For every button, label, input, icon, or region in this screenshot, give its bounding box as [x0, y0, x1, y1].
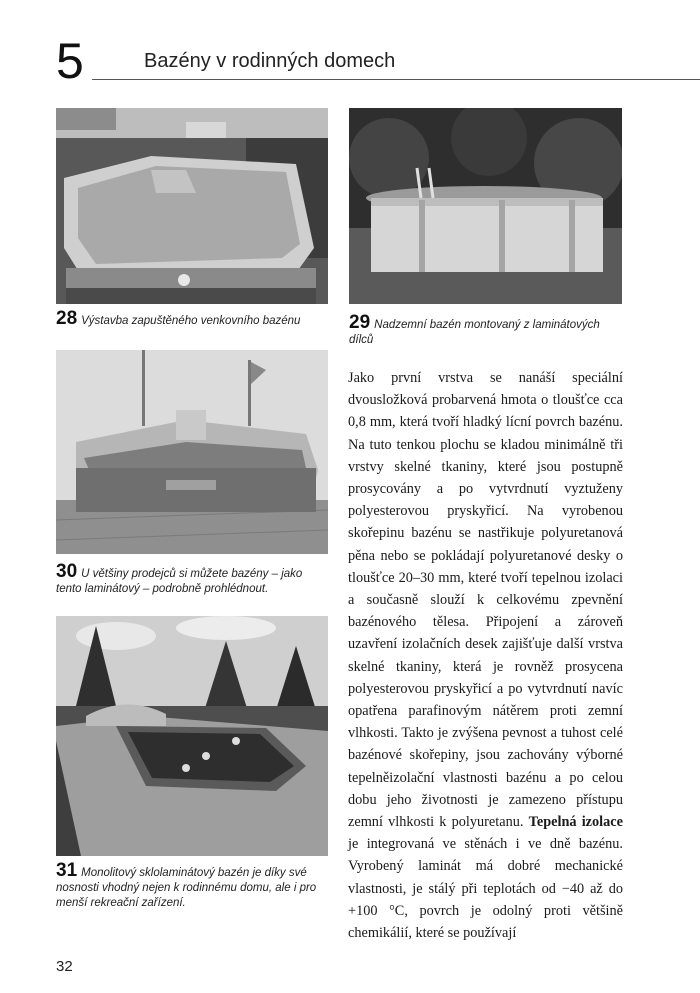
body-bold-term: Tepelná izolace [528, 814, 623, 831]
figure-30-caption [56, 561, 331, 597]
body-text [348, 367, 623, 944]
photo-29-above-ground-pool [349, 108, 622, 304]
figure-29-number: 29 [349, 312, 371, 333]
body-paragraph-2: je integrovaná ve stěnách i ve dně bazénu. Vyrobený laminát má dobré mechanické vlastnosti, je stálý při teplotách od −40 až do +100 °C, povrch je odolný proti většině chemikálií, které se používají [348, 836, 623, 942]
header-rule [92, 79, 700, 80]
figure-31-caption [56, 860, 331, 911]
photo-30-pool-shell-display [56, 350, 328, 554]
chapter-number: 5 [56, 33, 84, 89]
body-paragraph-1: Jako první vrstva se nanáší speciální dvousložková probarvená hmota o tloušťce cca 0,8 mm, která tvoří hladký lícní povrch bazénu. Na tuto tenkou plochu se kladou minimálně tři vrstvy skelné tkaniny, které jsou postupně prosycovány a po vytvrdnutí vyztuženy polyesterovou pryskyřicí. Na vyrobenou skořepinu bazénu se nastřikuje polyuretanová pěna nebo se pokládají polyuretanové desky o tloušťce 20–30 mm, které tvoří tepelnou izolaci a současně slouží k celkovému zpevnění bazénového tělesa. Připojení a zároveň uzavření izolačních desek zajišťuje další vrstva skelné tkaniny, která je rovněž prosycena polyesterovou pryskyřicí a po vytvrdnutí navíc opatřena parafinovým nátěrem proti zemní vlhkosti. Takto je zvýšena pevnost a tuhost celé bazénové skořepiny, jsou zachovány výborné tepelněizolační vlastnosti bazénu a po celou dobu jeho životnosti je zamezeno přístupu zemní vlhkosti k polyuretanu. [348, 370, 623, 831]
chapter-title: Bazény v rodinných domech [144, 50, 396, 72]
photo-31-monolithic-pool [56, 616, 328, 856]
figure-28-text: Výstavba zapuštěného venkovního bazénu [81, 315, 301, 327]
photo-28-pool-construction [56, 108, 328, 304]
figure-30-text: U většiny prodejců si můžete bazény – jako tento laminátový – podrobně prohlédnout. [56, 568, 303, 595]
figure-31-text: Monolitový sklolaminátový bazén je díky své nosnosti vhodný nejen k rodinnému domu, ale i pro menší rekreační zařízení. [56, 867, 317, 909]
figure-31-number: 31 [56, 860, 78, 881]
figure-28-number: 28 [56, 308, 78, 329]
figure-28-caption [56, 308, 336, 329]
figure-29-caption [349, 312, 624, 348]
figure-29-text: Nadzemní bazén montovaný z laminátových dílců [349, 319, 600, 346]
page-number: 32 [56, 958, 73, 975]
figure-30-number: 30 [56, 561, 78, 582]
